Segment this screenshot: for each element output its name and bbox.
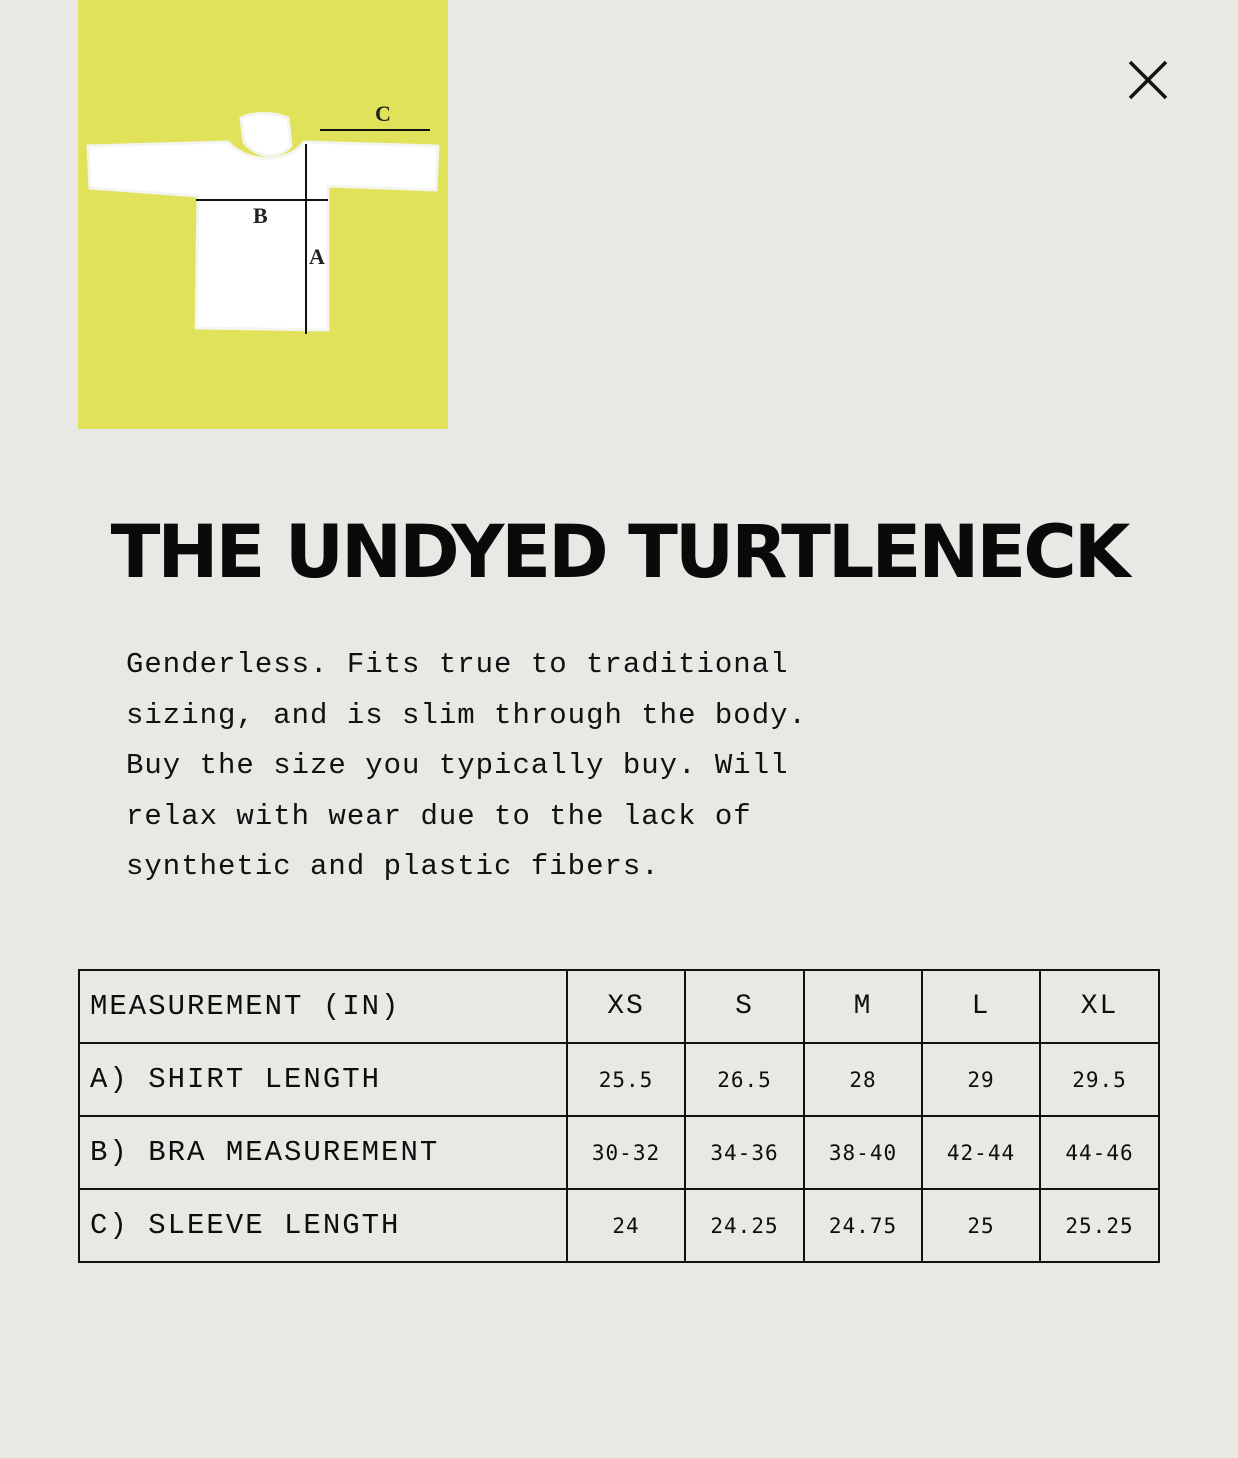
close-icon [1122,54,1174,106]
table-cell: 26.5 [685,1043,804,1116]
description-line: Buy the size you typically buy. Will [126,749,789,782]
table-header-row [79,970,1159,1043]
table-cell: 25.5 [567,1043,685,1116]
table-row [79,1043,1159,1116]
table-row [79,1116,1159,1189]
table-cell: 29 [922,1043,1040,1116]
diagram-label-b: B [253,203,268,228]
product-description [126,640,1006,893]
table-cell: 24 [567,1189,685,1262]
description-line: Genderless. Fits true to traditional [126,648,789,681]
close-button[interactable] [1122,54,1174,106]
table-cell: 24.25 [685,1189,804,1262]
product-title: THE UNDYED TURTLENECK [110,510,1128,595]
header-size-xs: XS [567,970,685,1043]
diagram-label-a: A [309,244,325,269]
size-diagram-image [78,0,448,429]
table-cell: 29.5 [1040,1043,1159,1116]
header-size-l: L [922,970,1040,1043]
header-size-m: M [804,970,922,1043]
table-cell: 28 [804,1043,922,1116]
header-size-s: S [685,970,804,1043]
description-line: sizing, and is slim through the body. [126,698,807,732]
description-line: synthetic and plastic fibers. [126,850,660,883]
table-cell: 24.75 [804,1189,922,1262]
description-line: relax with wear due to the lack of [126,799,752,833]
diagram-label-c: C [375,101,391,126]
header-size-xl: XL [1040,970,1159,1043]
table-cell: 34-36 [685,1116,804,1189]
table-cell: 25.25 [1040,1189,1159,1262]
table-row [79,1189,1159,1262]
header-measurement: MEASUREMENT (IN) [79,970,567,1043]
table-cell: 38-40 [804,1116,922,1189]
table-cell: 42-44 [922,1116,1040,1189]
size-chart-table [78,969,1160,1263]
table-cell: 44-46 [1040,1116,1159,1189]
table-cell: 25 [922,1189,1040,1262]
row-label-sleeve-length: C) SLEEVE LENGTH [79,1189,567,1262]
row-label-shirt-length: A) SHIRT LENGTH [79,1043,567,1116]
table-cell: 30-32 [567,1116,685,1189]
row-label-bra-measurement: B) BRA MEASUREMENT [79,1116,567,1189]
